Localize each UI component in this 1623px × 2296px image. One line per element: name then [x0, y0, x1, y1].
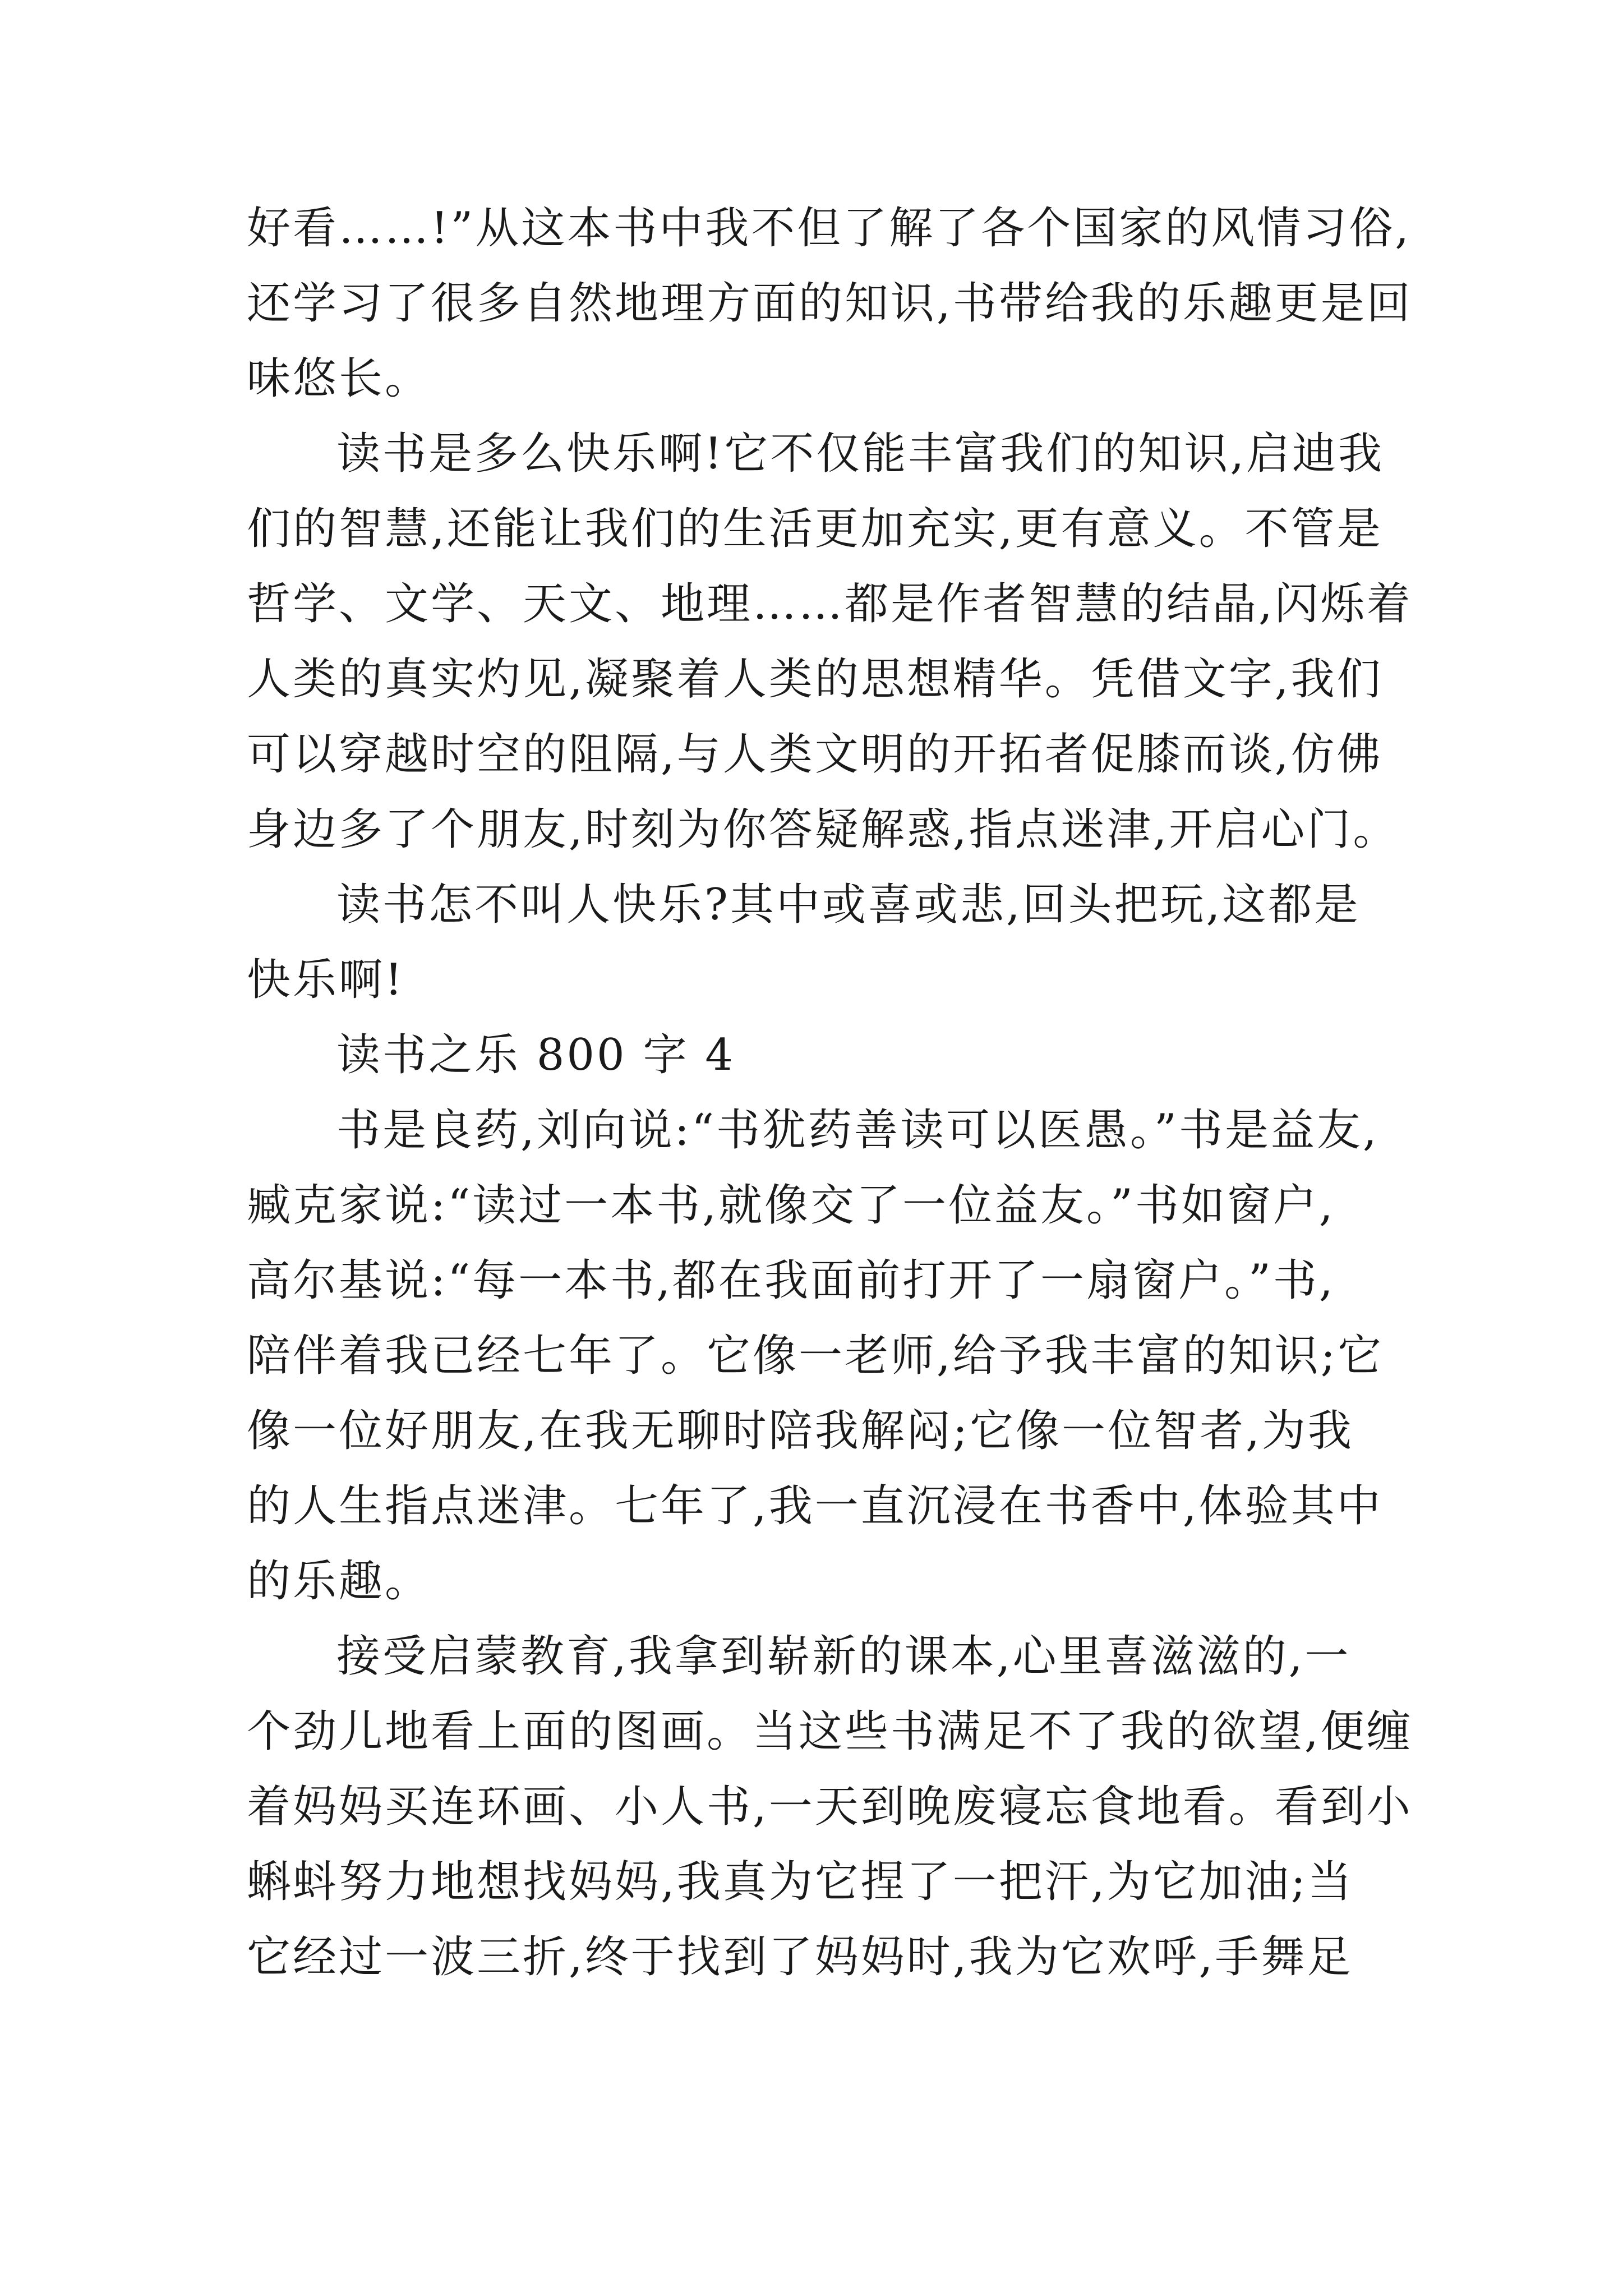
text-line: 的乐趣。: [247, 1556, 431, 1607]
text-line-content: 书是良药,刘向说:“书犹药善读可以医愚。”书是益友,: [336, 1105, 1379, 1156]
text-line: 们的智慧,还能让我们的生活更加充实,更有意义。不管是: [247, 504, 1383, 554]
text-line-content: 读书怎不叫人快乐?其中或喜或悲,回头把玩,这都是: [336, 880, 1361, 930]
text-line: 个劲儿地看上面的图画。当这些书满足不了我的欲望,便缠: [247, 1706, 1413, 1757]
text-line: 像一位好朋友,在我无聊时陪我解闷;它像一位智者,为我: [247, 1406, 1354, 1456]
text-line: [247, 867, 1391, 942]
text-line-content: 接受启蒙教育,我拿到崭新的课本,心里喜滋滋的,一: [336, 1631, 1351, 1682]
text-line: [247, 416, 1391, 491]
paragraph-5: [247, 1093, 1391, 1619]
text-line: 快乐啊!: [247, 955, 405, 1005]
paragraph-6: [247, 1619, 1413, 1995]
text-line: [247, 1093, 1391, 1168]
paragraph-1: [247, 191, 1413, 416]
paragraph-3: [247, 867, 1391, 1018]
text-line: 它经过一波三折,终于找到了妈妈时,我为它欢呼,手舞足: [247, 1932, 1353, 1982]
text-line: 臧克家说:“读过一本书,就像交了一位益友。”书如窗户,: [247, 1180, 1335, 1231]
text-line: 身边多了个朋友,时刻为你答疑解惑,指点迷津,开启心门。: [247, 804, 1399, 855]
text-line: 蝌蚪努力地想找妈妈,我真为它捏了一把汗,为它加油;当: [247, 1857, 1354, 1907]
text-line: [247, 1619, 1391, 1694]
text-line: 好看……!”从这本书中我不但了解了各个国家的风情习俗,: [247, 203, 1412, 254]
text-line: 可以穿越时空的阻隔,与人类文明的开拓者促膝而谈,仿佛: [247, 729, 1383, 780]
text-line: 人类的真实灼见,凝聚着人类的思想精华。凭借文字,我们: [247, 654, 1383, 705]
text-line: 的人生指点迷津。七年了,我一直沉浸在书香中,体验其中: [247, 1481, 1383, 1531]
text-line: [247, 1018, 1391, 1093]
text-line: 味悠长。: [247, 353, 431, 404]
text-line: 哲学、文学、天文、地理……都是作者智慧的结晶,闪烁着: [247, 579, 1413, 629]
text-line: 还学习了很多自然地理方面的知识,书带给我的乐趣更是回: [247, 278, 1413, 329]
text-line: 陪伴着我已经七年了。它像一老师,给予我丰富的知识;它: [247, 1331, 1384, 1381]
paragraph-2: [247, 416, 1413, 867]
text-line-content: 读书是多么快乐啊!它不仅能丰富我们的知识,启迪我: [336, 429, 1385, 479]
heading-text: 读书之乐 800 字 4: [336, 1030, 735, 1080]
document-body: [247, 191, 1413, 1995]
section-heading: [247, 1018, 1391, 1093]
text-line: 着妈妈买连环画、小人书,一天到晚废寝忘食地看。看到小: [247, 1782, 1413, 1832]
text-line: 高尔基说:“每一本书,都在我面前打开了一扇窗户。”书,: [247, 1255, 1335, 1306]
